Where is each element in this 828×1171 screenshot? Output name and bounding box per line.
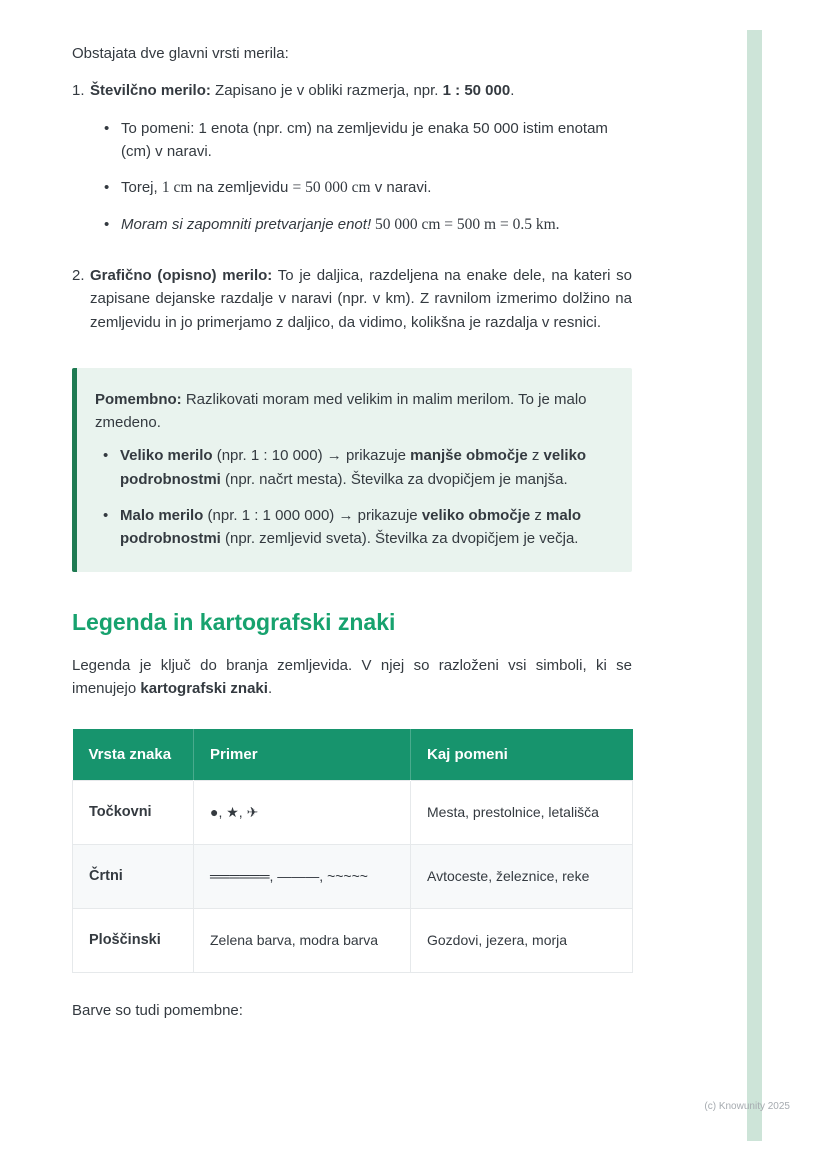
cell-primer: Zelena barva, modra barva <box>194 908 411 972</box>
item-body <box>90 79 632 250</box>
math-segment: 50 000 cm = 500 m = 0.5 km. <box>371 216 560 234</box>
bullet-text <box>121 213 632 237</box>
item-number: 1. <box>72 82 85 100</box>
bullet-text: • To pomeni: 1 enota (npr. cm) na zemljevidu je enaka 50 000 istim enotam (cm) v naravi. <box>121 119 608 160</box>
term-veliko-obmocje: veliko območje <box>421 506 531 524</box>
item-text-end: . <box>510 82 515 100</box>
bullet-item <box>104 117 632 164</box>
text-segment: Legenda je ključ do branja zemljevida. V njej so razloženi vsi simboli, ki se imenujejo <box>72 657 632 698</box>
cell-pomen: Gozdovi, jezera, morja <box>411 908 633 972</box>
symbols-table <box>72 729 633 973</box>
term-stevilcno-merilo: Številčno merilo: <box>90 82 211 100</box>
cell-pomen: Mesta, prestolnice, letališča <box>411 780 633 844</box>
right-accent-strip <box>747 30 762 1141</box>
bullet-text <box>120 444 610 491</box>
important-callout <box>72 368 632 573</box>
cell-vrsta: Točkovni <box>73 780 194 844</box>
column-header-kaj-pomeni: Kaj pomeni <box>411 729 633 781</box>
table-body <box>73 780 633 972</box>
term-veliko-merilo: Veliko merilo <box>120 447 213 465</box>
cell-primer: ●, ★, ✈ <box>194 780 411 844</box>
legend-paragraph <box>72 654 632 701</box>
cell-vrsta: Ploščinski <box>73 908 194 972</box>
text-segment: na zemljevidu <box>192 179 293 196</box>
italic-note: Moram si zapomniti pretvarjanje enot! <box>121 216 372 234</box>
table-row-crtni <box>73 844 633 908</box>
item-lead-text <box>90 79 632 102</box>
term-ratio: 1 : 50 000 <box>442 82 511 100</box>
copyright-footer: (c) Knowunity 2025 <box>704 1101 790 1112</box>
text-segment: Torej, <box>121 179 162 196</box>
text-segment: (npr. 1 : 10 000) → prikazuje <box>212 447 411 465</box>
callout-bullet-malo-merilo <box>103 504 610 551</box>
item-text: To je daljica, razdeljena na enake dele, na kateri so zapisane dejanske razdalje v naravi (npr. v km). Z ravnilom izmerimo dolžino na zemljevidu in jo primerjamo z daljico, da vidimo, kolikšna je razdalja v resnici. <box>90 267 632 331</box>
term-graficno-merilo: Grafično (opisno) merilo: <box>90 267 273 285</box>
item-text: Zapisano je v obliki razmerja, npr. <box>210 82 443 100</box>
bullet-list <box>90 117 632 238</box>
text-segment: (npr. 1 : 1 000 000) → prikazuje <box>203 506 422 524</box>
outro-paragraph: Barve so tudi pomembne: <box>72 1001 243 1019</box>
text-segment: z <box>527 447 544 465</box>
text-segment: . <box>267 680 273 698</box>
term-malo-podrobnostmi: malo podrobnostmi <box>120 506 582 548</box>
bullet-text <box>120 504 610 551</box>
term-malo-merilo: Malo merilo <box>120 506 204 524</box>
table-header <box>73 729 633 781</box>
numbered-item-numeric-scale <box>72 79 632 250</box>
column-header-primer: Primer <box>194 729 411 781</box>
term-kartografski-znaki: kartografski znaki <box>140 680 268 698</box>
text-segment: v naravi. <box>370 179 432 196</box>
table-row-ploscinski <box>73 908 633 972</box>
callout-label: Pomembno: <box>95 390 182 408</box>
bullet-item <box>104 176 632 200</box>
term-manjse-obmocje: manjše območje <box>410 447 528 465</box>
callout-lead <box>95 388 610 435</box>
text-segment: (npr. načrt mesta). Številka za dvopičjem je manjša. <box>220 470 568 488</box>
section-heading-legenda: Legenda in kartografski znaki <box>72 609 396 636</box>
item-body <box>90 264 632 334</box>
item-number: 2. <box>72 267 85 285</box>
term-veliko-podrobnostmi: veliko podrobnostmi <box>120 447 587 488</box>
math-segment: = 50 000 cm <box>292 179 371 196</box>
text-segment: (npr. zemljevid sveta). Številka za dvopičjem je večja. <box>220 530 579 548</box>
column-header-vrsta-znaka: Vrsta znaka <box>73 729 194 781</box>
math-segment: 1 cm <box>161 179 193 196</box>
cell-vrsta: Črtni <box>73 844 194 908</box>
text-segment: z <box>530 506 547 524</box>
numbered-item-graphic-scale <box>72 264 632 334</box>
callout-bullet-veliko-merilo <box>103 444 610 491</box>
bullet-item <box>104 213 632 237</box>
cell-pomen: Avtoceste, železnice, reke <box>411 844 633 908</box>
cell-primer: ══════, ———, ~~~~~ <box>194 844 411 908</box>
callout-bullet-list <box>95 444 610 550</box>
intro-paragraph: Obstajata dve glavni vrsti merila: <box>72 45 289 62</box>
bullet-text <box>121 176 632 200</box>
callout-text: Razlikovati moram med velikim in malim merilom. To je malo zmedeno. <box>95 390 587 432</box>
item-lead-text <box>90 264 632 334</box>
table-row-tockovni <box>73 780 633 844</box>
